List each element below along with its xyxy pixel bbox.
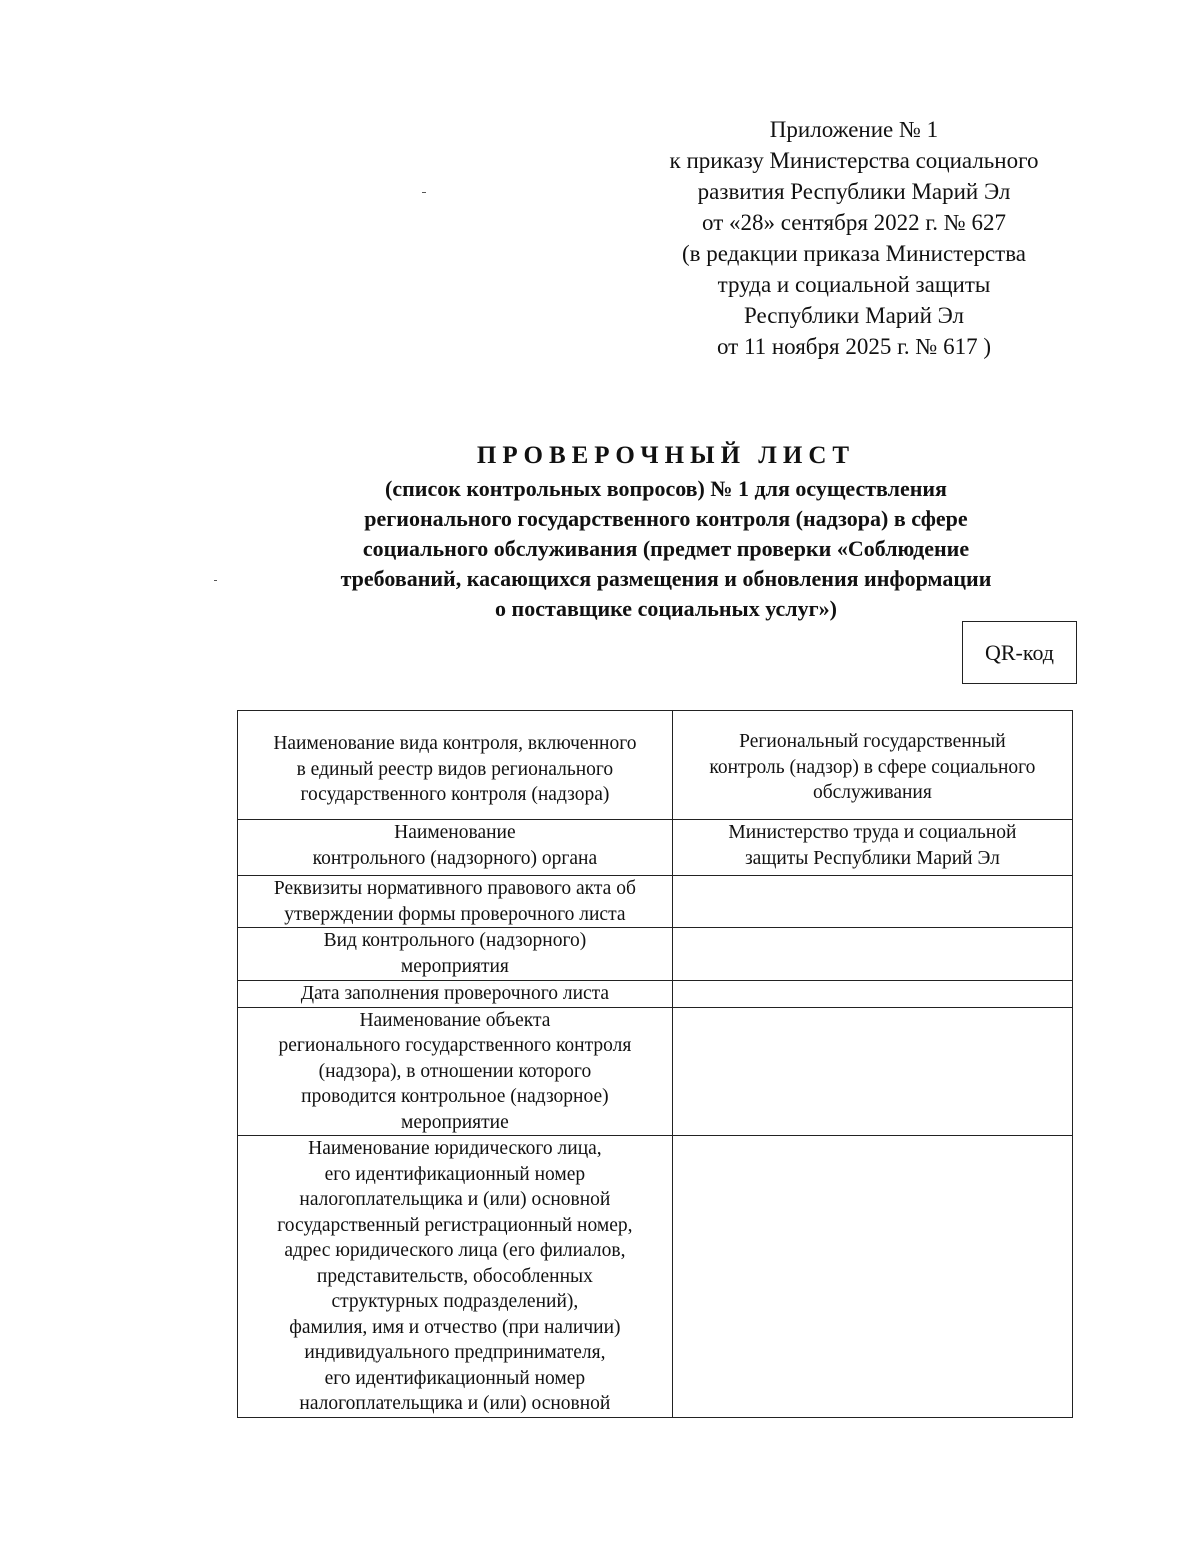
table-row	[238, 1007, 1073, 1136]
row-label-entity-details: Наименование юридического лица, его идентификационный номер налогоплательщика и (или) основной государственный регистрационный номер, адрес юридического лица (его филиалов, представительств, обособленных структурных подразделений), фамилия, имя и отчество (при наличии) индивидуального предпринимателя, его идентификационный номер налогоплательщика и (или) основной	[238, 1136, 673, 1418]
subtitle-line: (список контрольных вопросов) № 1 для осуществления	[385, 476, 947, 501]
document-title: ПРОВЕРОЧНЫЙ ЛИСТ	[476, 442, 856, 469]
annex-reference	[628, 114, 1080, 362]
annex-line: от 11 ноября 2025 г. № 617 )	[716, 334, 992, 359]
row-value-event-type	[672, 928, 1072, 981]
table-row	[238, 820, 1073, 876]
row-value-control-body: Министерство труда и социальной защиты Республики Марий Эл	[672, 820, 1072, 876]
subtitle-line: социального обслуживания (предмет проверки «Соблюдение	[362, 536, 970, 561]
row-label-act-details: Реквизиты нормативного правового акта об утверждении формы проверочного листа	[238, 876, 673, 928]
annex-line: труда и социальной защиты	[717, 272, 991, 297]
annex-line: от «28» сентября 2022 г. № 627	[702, 210, 1006, 235]
row-value-entity-details	[672, 1136, 1072, 1418]
table-row	[238, 928, 1073, 981]
scan-speck	[422, 192, 426, 193]
annex-line: Приложение № 1	[769, 117, 939, 142]
row-label-event-type: Вид контрольного (надзорного) мероприятия	[238, 928, 673, 981]
annex-line: Республики Марий Эл	[743, 303, 965, 328]
row-label-control-type: Наименование вида контроля, включенного в единый реестр видов регионального государственного контроля (надзора)	[238, 711, 673, 820]
row-label-control-body: Наименование контрольного (надзорного) органа	[238, 820, 673, 876]
row-label-control-object: Наименование объекта регионального государственного контроля (надзора), в отношении которого проводится контрольное (надзорное) мероприятие	[238, 1007, 673, 1136]
scan-speck	[214, 580, 217, 581]
document-subtitle	[220, 474, 1112, 624]
checklist-info-table	[237, 710, 1073, 1418]
row-value-act-details	[672, 876, 1072, 928]
row-value-control-object	[672, 1007, 1072, 1136]
qr-code-placeholder	[962, 621, 1077, 684]
table-row	[238, 711, 1073, 820]
annex-line: (в редакции приказа Министерства	[681, 241, 1026, 266]
subtitle-line: о поставщике социальных услуг»)	[495, 596, 837, 621]
subtitle-line: регионального государственного контроля (надзора) в сфере	[364, 506, 968, 531]
row-label-fill-date: Дата заполнения проверочного листа	[238, 981, 673, 1008]
row-value-control-type: Региональный государственный контроль (надзор) в сфере социального обслуживания	[672, 711, 1072, 820]
annex-line: развития Республики Марий Эл	[697, 179, 1011, 204]
qr-code-label: QR-код	[984, 639, 1055, 665]
table-row	[238, 876, 1073, 928]
table-row	[238, 1136, 1073, 1418]
row-value-fill-date	[672, 981, 1072, 1008]
annex-line: к приказу Министерства социального	[669, 148, 1039, 173]
document-title-block	[220, 440, 1112, 624]
table-row	[238, 981, 1073, 1008]
subtitle-line: требований, касающихся размещения и обновления информации	[340, 566, 992, 591]
